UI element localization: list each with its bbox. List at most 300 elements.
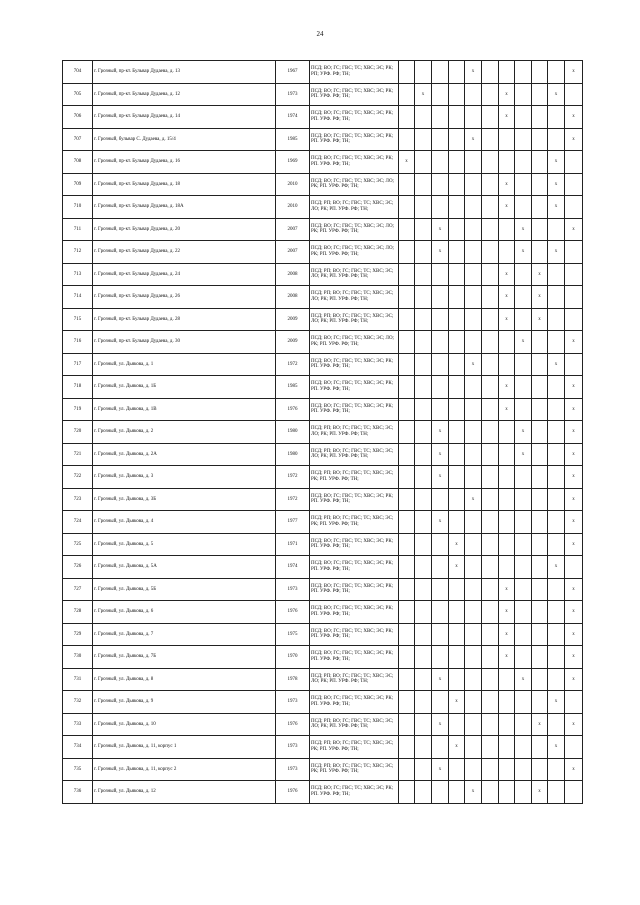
mark-cell	[565, 83, 583, 106]
mark-cell	[499, 781, 515, 804]
mark-cell	[499, 691, 515, 714]
table-row	[63, 128, 583, 151]
mark-cell	[415, 601, 432, 624]
mark-cell: x	[499, 376, 515, 399]
works-list-cell: ПСД; ВО; ГС; ГВС; ТС; ХВС; ЭС; РК; РП. УРФ. РФ; ТН;	[310, 533, 399, 556]
works-list-cell: ПСД; РП; ВО; ГС; ГВС; ТС; ХВС; ЭС; РК; РП. УРФ. РФ; ТН;	[310, 736, 399, 759]
mark-cell	[432, 353, 449, 376]
mark-cell	[465, 376, 482, 399]
mark-cell: x	[432, 241, 449, 264]
mark-cell	[482, 713, 499, 736]
mark-cell: x	[532, 713, 548, 736]
mark-cell	[482, 173, 499, 196]
mark-cell	[399, 263, 415, 286]
mark-cell	[499, 556, 515, 579]
mark-cell	[548, 106, 565, 129]
mark-cell	[532, 376, 548, 399]
row-number: 713	[63, 263, 93, 286]
mark-cell	[399, 533, 415, 556]
mark-cell	[449, 511, 465, 534]
mark-cell	[449, 218, 465, 241]
year-cell: 1972	[276, 466, 310, 489]
mark-cell	[415, 691, 432, 714]
mark-cell	[399, 713, 415, 736]
mark-cell	[449, 623, 465, 646]
address-cell: г. Грозный, ул. Дьякова, д. 7Б	[93, 646, 276, 669]
table-row	[63, 578, 583, 601]
mark-cell	[415, 556, 432, 579]
mark-cell	[548, 601, 565, 624]
row-number: 735	[63, 758, 93, 781]
works-list-cell: ПСД; РП; ВО; ГС; ГВС; ТС; ХВС; ЭС; ЛО; РК; РП. УРФ. РФ; ТН;	[310, 668, 399, 691]
mark-cell	[449, 646, 465, 669]
table-row	[63, 758, 583, 781]
mark-cell	[548, 668, 565, 691]
mark-cell	[482, 488, 499, 511]
mark-cell	[515, 713, 532, 736]
row-number: 718	[63, 376, 93, 399]
mark-cell	[449, 781, 465, 804]
mark-cell	[515, 646, 532, 669]
mark-cell	[515, 601, 532, 624]
mark-cell: x	[449, 736, 465, 759]
works-list-cell: ПСД; ВО; ГС; ГВС; ТС; ХВС; ЭС; РК; РП. УРФ. РФ; ТН;	[310, 151, 399, 174]
mark-cell	[465, 511, 482, 534]
mark-cell: x	[432, 668, 449, 691]
mark-cell	[515, 758, 532, 781]
mark-cell	[415, 331, 432, 354]
page-number: 24	[316, 30, 324, 38]
row-number: 710	[63, 196, 93, 219]
mark-cell	[532, 421, 548, 444]
mark-cell	[482, 151, 499, 174]
mark-cell	[548, 421, 565, 444]
mark-cell	[399, 668, 415, 691]
mark-cell	[482, 691, 499, 714]
row-number: 725	[63, 533, 93, 556]
works-list-cell: ПСД; РП; ВО; ГС; ГВС; ТС; ХВС; ЭС; ЛО; РК; РП. УРФ. РФ; ТН;	[310, 308, 399, 331]
address-cell: г. Грозный, пр-кт. Бульвар Дудаева, д. 18	[93, 173, 276, 196]
mark-cell	[499, 668, 515, 691]
mark-cell	[532, 151, 548, 174]
address-cell: г. Грозный, ул. Дьякова, д. 1	[93, 353, 276, 376]
mark-cell	[399, 781, 415, 804]
mark-cell	[482, 376, 499, 399]
mark-cell: x	[432, 421, 449, 444]
mark-cell	[499, 331, 515, 354]
mark-cell	[532, 736, 548, 759]
mark-cell	[482, 466, 499, 489]
mark-cell	[465, 533, 482, 556]
mark-cell: x	[565, 61, 583, 84]
works-list-cell: ПСД; РП; ВО; ГС; ГВС; ТС; ХВС; ЭС; РК; РП. УРФ. РФ; ТН;	[310, 511, 399, 534]
mark-cell: x	[532, 263, 548, 286]
year-cell: 1980	[276, 421, 310, 444]
mark-cell	[482, 218, 499, 241]
mark-cell	[532, 196, 548, 219]
mark-cell	[415, 713, 432, 736]
mark-cell	[548, 61, 565, 84]
year-cell: 2009	[276, 308, 310, 331]
mark-cell: x	[415, 83, 432, 106]
mark-cell	[548, 623, 565, 646]
mark-cell	[465, 331, 482, 354]
mark-cell: x	[532, 286, 548, 309]
works-list-cell: ПСД; РП; ВО; ГС; ГВС; ТС; ХВС; ЭС; РК; РП. УРФ. РФ; ТН;	[310, 758, 399, 781]
works-list-cell: ПСД; ВО; ГС; ГВС; ТС; ХВС; ЭС; РК; РП. УРФ. РФ; ТН;	[310, 398, 399, 421]
mark-cell	[415, 623, 432, 646]
mark-cell: x	[465, 781, 482, 804]
mark-cell	[415, 151, 432, 174]
mark-cell: x	[565, 443, 583, 466]
works-list-cell: ПСД; ВО; ГС; ГВС; ТС; ХВС; ЭС; РК; РП. УРФ. РФ; ТН;	[310, 646, 399, 669]
mark-cell	[548, 218, 565, 241]
mark-cell	[482, 128, 499, 151]
mark-cell	[532, 241, 548, 264]
mark-cell	[515, 106, 532, 129]
mark-cell	[565, 173, 583, 196]
table-row	[63, 736, 583, 759]
mark-cell	[415, 196, 432, 219]
address-cell: г. Грозный, ул. Дьякова, д. 5А	[93, 556, 276, 579]
row-number: 715	[63, 308, 93, 331]
mark-cell	[399, 758, 415, 781]
row-number: 707	[63, 128, 93, 151]
mark-cell: x	[565, 488, 583, 511]
mark-cell	[499, 736, 515, 759]
mark-cell	[449, 668, 465, 691]
works-list-cell: ПСД; ВО; ГС; ГВС; ТС; ХВС; ЭС; РК; РП. УРФ. РФ; ТН;	[310, 488, 399, 511]
mark-cell	[449, 173, 465, 196]
mark-cell	[399, 331, 415, 354]
mark-cell: x	[515, 218, 532, 241]
row-number: 717	[63, 353, 93, 376]
mark-cell	[399, 196, 415, 219]
mark-cell	[515, 556, 532, 579]
mark-cell: x	[499, 601, 515, 624]
mark-cell	[515, 736, 532, 759]
mark-cell	[482, 286, 499, 309]
mark-cell: x	[465, 61, 482, 84]
mark-cell	[449, 421, 465, 444]
mark-cell	[465, 241, 482, 264]
mark-cell	[515, 61, 532, 84]
address-cell: г. Грозный, бульвар С. Дудаева, д. 15/4	[93, 128, 276, 151]
row-number: 732	[63, 691, 93, 714]
address-cell: г. Грозный, пр-кт. Бульвар Дудаева, д. 24	[93, 263, 276, 286]
row-number: 731	[63, 668, 93, 691]
mark-cell	[415, 511, 432, 534]
mark-cell	[548, 263, 565, 286]
mark-cell	[415, 578, 432, 601]
mark-cell	[515, 173, 532, 196]
year-cell: 2007	[276, 218, 310, 241]
year-cell: 1973	[276, 758, 310, 781]
year-cell: 1970	[276, 646, 310, 669]
row-number: 706	[63, 106, 93, 129]
row-number: 714	[63, 286, 93, 309]
mark-cell: x	[499, 196, 515, 219]
mark-cell	[532, 61, 548, 84]
year-cell: 2007	[276, 241, 310, 264]
mark-cell	[399, 376, 415, 399]
works-list-cell: ПСД; ВО; ГС; ГВС; ТС; ХВС; ЭС; РК; РП. УРФ. РФ; ТН;	[310, 623, 399, 646]
mark-cell	[532, 758, 548, 781]
mark-cell	[482, 646, 499, 669]
mark-cell: x	[532, 308, 548, 331]
mark-cell: x	[499, 623, 515, 646]
mark-cell	[515, 128, 532, 151]
works-list-cell: ПСД; РП; ВО; ГС; ГВС; ТС; ХВС; ЭС; ЛО; РК; РП. УРФ. РФ; ТН;	[310, 421, 399, 444]
mark-cell: x	[565, 331, 583, 354]
mark-cell	[415, 308, 432, 331]
mark-cell	[399, 173, 415, 196]
address-cell: г. Грозный, ул. Дьякова, д. 6	[93, 601, 276, 624]
mark-cell	[482, 601, 499, 624]
mark-cell: x	[515, 421, 532, 444]
address-cell: г. Грозный, ул. Дьякова, д. 1Б	[93, 376, 276, 399]
mark-cell	[432, 83, 449, 106]
mark-cell	[415, 421, 432, 444]
table-row	[63, 691, 583, 714]
mark-cell: x	[499, 308, 515, 331]
row-number: 705	[63, 83, 93, 106]
works-list-cell: ПСД; РП; ВО; ГС; ГВС; ТС; ХВС; ЭС; ЛО; РК; РП. УРФ. РФ; ТН;	[310, 713, 399, 736]
mark-cell	[565, 691, 583, 714]
mark-cell	[399, 601, 415, 624]
mark-cell	[432, 128, 449, 151]
mark-cell: x	[449, 556, 465, 579]
year-cell: 1976	[276, 398, 310, 421]
mark-cell	[532, 331, 548, 354]
mark-cell	[548, 128, 565, 151]
mark-cell	[548, 578, 565, 601]
mark-cell	[432, 781, 449, 804]
mark-cell	[482, 83, 499, 106]
mark-cell	[465, 466, 482, 489]
works-list-cell: ПСД; ВО; ГС; ГВС; ТС; ХВС; ЭС; ЛО; РК; РП. УРФ. РФ; ТН;	[310, 218, 399, 241]
mark-cell	[482, 443, 499, 466]
mark-cell	[432, 488, 449, 511]
address-cell: г. Грозный, пр-кт. Бульвар Дудаева, д. 14	[93, 106, 276, 129]
mark-cell	[482, 263, 499, 286]
mark-cell	[465, 196, 482, 219]
mark-cell	[415, 263, 432, 286]
mark-cell	[415, 443, 432, 466]
row-number: 728	[63, 601, 93, 624]
year-cell: 1974	[276, 556, 310, 579]
mark-cell: x	[548, 83, 565, 106]
mark-cell	[432, 736, 449, 759]
mark-cell: x	[499, 398, 515, 421]
address-cell: г. Грозный, ул. Дьякова, д. 1В	[93, 398, 276, 421]
mark-cell: x	[515, 241, 532, 264]
mark-cell: x	[565, 758, 583, 781]
mark-cell	[465, 83, 482, 106]
table-row	[63, 173, 583, 196]
mark-cell	[465, 556, 482, 579]
address-cell: г. Грозный, пр-кт. Бульвар Дудаева, д. 28	[93, 308, 276, 331]
mark-cell	[532, 353, 548, 376]
mark-cell	[532, 443, 548, 466]
mark-cell	[565, 781, 583, 804]
table-row	[63, 466, 583, 489]
mark-cell	[565, 736, 583, 759]
year-cell: 1985	[276, 128, 310, 151]
mark-cell: x	[565, 578, 583, 601]
year-cell: 2010	[276, 173, 310, 196]
mark-cell: x	[499, 286, 515, 309]
mark-cell	[399, 61, 415, 84]
mark-cell	[515, 196, 532, 219]
mark-cell: x	[565, 466, 583, 489]
table-row	[63, 713, 583, 736]
mark-cell	[432, 556, 449, 579]
mark-cell	[399, 128, 415, 151]
year-cell: 1967	[276, 61, 310, 84]
mark-cell	[415, 466, 432, 489]
mark-cell	[449, 398, 465, 421]
mark-cell	[432, 151, 449, 174]
mark-cell: x	[515, 331, 532, 354]
mark-cell	[415, 758, 432, 781]
mark-cell	[449, 151, 465, 174]
mark-cell	[432, 578, 449, 601]
mark-cell	[482, 758, 499, 781]
row-number: 730	[63, 646, 93, 669]
mark-cell: x	[532, 781, 548, 804]
mark-cell	[415, 668, 432, 691]
address-cell: г. Грозный, ул. Дьякова, д. 11, корпус 2	[93, 758, 276, 781]
mark-cell	[515, 151, 532, 174]
mark-cell	[482, 578, 499, 601]
address-cell: г. Грозный, ул. Дьякова, д. 11, корпус 1	[93, 736, 276, 759]
mark-cell	[399, 623, 415, 646]
mark-cell: x	[548, 353, 565, 376]
mark-cell	[565, 241, 583, 264]
mark-cell	[515, 578, 532, 601]
row-number: 721	[63, 443, 93, 466]
mark-cell	[465, 601, 482, 624]
mark-cell	[399, 398, 415, 421]
mark-cell	[548, 646, 565, 669]
row-number: 722	[63, 466, 93, 489]
year-cell: 1973	[276, 691, 310, 714]
mark-cell	[482, 308, 499, 331]
mark-cell	[548, 488, 565, 511]
mark-cell	[465, 443, 482, 466]
year-cell: 1972	[276, 353, 310, 376]
table-row	[63, 308, 583, 331]
mark-cell	[532, 691, 548, 714]
year-cell: 1976	[276, 781, 310, 804]
mark-cell	[499, 511, 515, 534]
mark-cell	[415, 781, 432, 804]
mark-cell	[515, 691, 532, 714]
table-row	[63, 533, 583, 556]
mark-cell: x	[548, 196, 565, 219]
row-number: 719	[63, 398, 93, 421]
mark-cell	[548, 713, 565, 736]
address-cell: г. Грозный, пр-кт. Бульвар Дудаева, д. 30	[93, 331, 276, 354]
mark-cell	[465, 668, 482, 691]
mark-cell	[565, 196, 583, 219]
row-number: 723	[63, 488, 93, 511]
year-cell: 1977	[276, 511, 310, 534]
mark-cell	[399, 488, 415, 511]
table-row	[63, 646, 583, 669]
mark-cell	[415, 736, 432, 759]
mark-cell	[415, 398, 432, 421]
works-list-cell: ПСД; РП; ВО; ГС; ГВС; ТС; ХВС; ЭС; ЛО; РК; РП. УРФ. РФ; ТН;	[310, 286, 399, 309]
address-cell: г. Грозный, пр-кт. Бульвар Дудаева, д. 22	[93, 241, 276, 264]
mark-cell	[482, 511, 499, 534]
mark-cell	[515, 263, 532, 286]
year-cell: 2008	[276, 263, 310, 286]
mark-cell	[482, 331, 499, 354]
mark-cell	[548, 376, 565, 399]
table-row	[63, 556, 583, 579]
mark-cell	[432, 623, 449, 646]
mark-cell	[482, 106, 499, 129]
mark-cell	[532, 173, 548, 196]
table-row	[63, 151, 583, 174]
mark-cell	[532, 511, 548, 534]
mark-cell	[399, 443, 415, 466]
mark-cell	[399, 646, 415, 669]
mark-cell	[499, 218, 515, 241]
mark-cell	[415, 533, 432, 556]
mark-cell	[399, 286, 415, 309]
mark-cell	[449, 578, 465, 601]
mark-cell	[499, 128, 515, 151]
mark-cell	[465, 623, 482, 646]
mark-cell	[548, 443, 565, 466]
mark-cell	[532, 83, 548, 106]
mark-cell: x	[565, 646, 583, 669]
year-cell: 1973	[276, 83, 310, 106]
row-number: 711	[63, 218, 93, 241]
mark-cell	[499, 241, 515, 264]
mark-cell	[482, 556, 499, 579]
year-cell: 1972	[276, 488, 310, 511]
address-cell: г. Грозный, ул. Дьякова, д. 3	[93, 466, 276, 489]
works-list-cell: ПСД; ВО; ГС; ГВС; ТС; ХВС; ЭС; РК; РП. УРФ. РФ; ТН;	[310, 556, 399, 579]
mark-cell	[449, 376, 465, 399]
mark-cell	[532, 646, 548, 669]
mark-cell	[565, 556, 583, 579]
mark-cell	[499, 61, 515, 84]
mark-cell	[565, 353, 583, 376]
address-cell: г. Грозный, пр-кт. Бульвар Дудаева, д. 20	[93, 218, 276, 241]
mark-cell	[532, 466, 548, 489]
table-row	[63, 398, 583, 421]
mark-cell	[465, 286, 482, 309]
mark-cell	[548, 308, 565, 331]
mark-cell	[399, 578, 415, 601]
works-list-cell: ПСД; РП; ВО; ГС; ГВС; ТС; ХВС; ЭС; ЛО; РК; РП. УРФ. РФ; ТН;	[310, 196, 399, 219]
mark-cell: x	[548, 151, 565, 174]
mark-cell	[515, 308, 532, 331]
mark-cell	[515, 511, 532, 534]
table-row	[63, 376, 583, 399]
mark-cell	[482, 196, 499, 219]
year-cell: 1976	[276, 713, 310, 736]
mark-cell	[532, 533, 548, 556]
mark-cell	[482, 398, 499, 421]
mark-cell	[465, 398, 482, 421]
mark-cell: x	[465, 488, 482, 511]
